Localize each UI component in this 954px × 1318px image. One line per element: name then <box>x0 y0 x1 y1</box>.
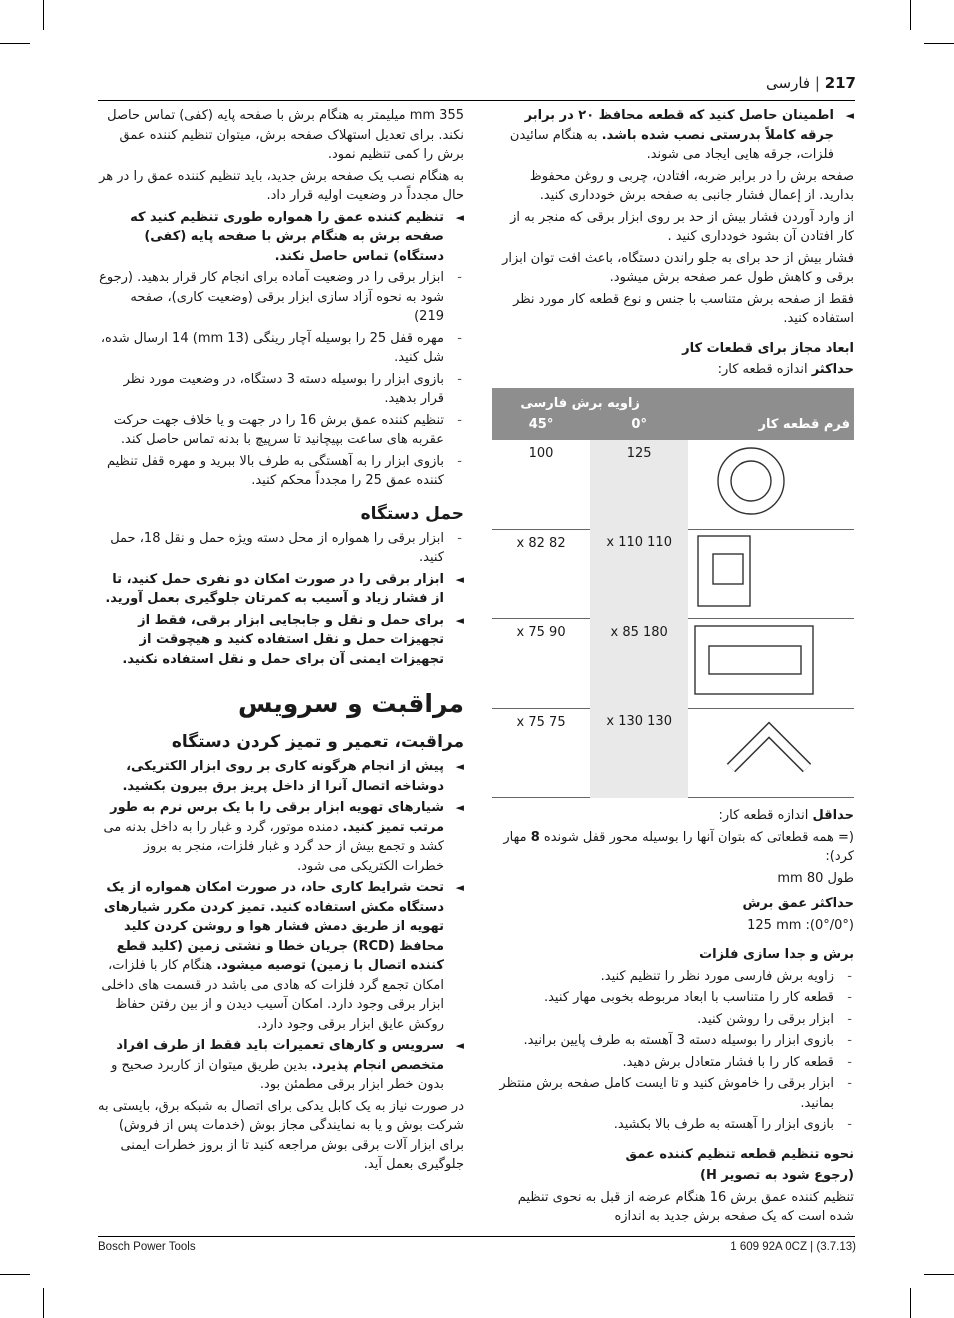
angle-profile-icon <box>693 710 853 790</box>
crop-mark <box>43 0 44 30</box>
table-cell: 125 <box>590 440 688 529</box>
triangle-bullet-icon: ◄ <box>455 572 464 586</box>
triangle-bullet-icon: ◄ <box>845 109 854 122</box>
bullet-item: ◄ برای حمل و نقل و جابجایی ابزار برقی، فقط از تجهیزات حمل و نقل استفاده کنید و هیچوقت از تجهیزات ایمنی آن برای حمل و نقل استفاده نکنید. <box>122 612 464 667</box>
shape-cell <box>688 529 854 619</box>
crop-mark <box>910 1288 911 1318</box>
table-cell: 90 x 75 <box>492 619 590 709</box>
table-row <box>492 529 854 619</box>
right-column <box>491 106 854 1229</box>
bullet-item: ◄ پیش از انجام هرگونه کاری بر روی ابزار الکتریکی، دوشاخه اتصال آنرا از داخل پریز برق بیرون بکشید. <box>122 759 464 794</box>
figure-reference: (رجوع شود به تصویر H) <box>700 1168 854 1183</box>
footer-left: Bosch Power Tools <box>98 1241 196 1253</box>
table-cell: 130 x 130 <box>590 708 688 798</box>
paragraph: صفحه برش را در برابر ضربه، افتادن، چربی و روغن محفوظ بدارید. از إعمال فشار جانبی به صفحه برش خودداری کنید. <box>529 168 854 203</box>
paragraph: تنظیم کننده عمق برش 16 هنگام عرضه از قبل به نحوی تنظیم شده است که یک صفحه برش جدید به اندازه <box>517 1189 854 1224</box>
chapter-title: مراقبت و سرویس <box>238 689 464 718</box>
footer-rule <box>98 1236 855 1237</box>
triangle-bullet-icon: ◄ <box>455 801 464 814</box>
triangle-bullet-icon: ◄ <box>455 1039 464 1052</box>
step-item: - ابزار برقی را روشن کنید. <box>697 1011 852 1027</box>
table-header-shape: فرم قطعه کار <box>758 416 850 432</box>
language-label: فارسی <box>766 74 811 92</box>
step-item: - بازوی ابزار را به آهستگی به طرف بالا ببرید و مهره قفل تنظیم کننده عمق 25 را مجدداً محکم کنید. <box>106 453 462 488</box>
workpiece-table <box>492 388 854 799</box>
paragraph: فقط از صفحه برش متناسب با جنس و نوع قطعه کار مورد نظر استفاده کنید. <box>513 291 854 326</box>
page-header: 217 | فارسی <box>766 74 856 92</box>
page-number: 217 <box>824 74 856 92</box>
left-column <box>98 106 464 1177</box>
step-item: - ابزار برقی را خاموش کنید و تا ایست کامل صفحه برش منتظر بمانید. <box>499 1076 852 1111</box>
bullet-item: ◄ اطمینان حاصل کنید که قطعه محافظ ۲۰ در برابر جرقه کاملاً بدرستی نصب شده باشد. به هنگام سائیدن فلزات، جرقه هایی ایجاد می شوند. <box>509 108 854 162</box>
step-item: - ابزار برقی را همواره از محل دسته ویژه حمل و نقل 18، حمل کنید. <box>110 530 462 565</box>
bullet-item: ◄ ابزار برقی را در صورت امکان دو نفری حمل کنید، تا از فشار زیاد و آسیب به کمرتان جلوگیری بعمل آورید. <box>105 571 464 606</box>
crop-mark <box>910 0 911 30</box>
bullet-item: ◄ سرویس و کارهای تعمیرات باید فقط از طرف افراد متخصص انجام پذیرد. بدین طریق میتوان از کاربرد صحیح و بدون خطر ابزار برقی مطمئن بود. <box>111 1038 464 1092</box>
table-cell: 75 x 75 <box>492 708 590 798</box>
step-item: - تنظیم کننده عمق برش 16 را در جهت و یا خلاف جهت حرکت عقربه های ساعت بپیچانید تا سرپیچ با بدنه تماس حاصل کند. <box>113 412 462 447</box>
table-header-angle: زاویه برش فارسی <box>520 395 640 411</box>
section-heading: حداکثر عمق برش <box>742 896 854 911</box>
crop-mark <box>924 43 954 44</box>
crop-mark <box>43 1288 44 1318</box>
paragraph: (= همه قطعاتی که بتوان آنها را بوسیله محور قفل شونده 8 مهار کرد): <box>503 829 854 864</box>
section-heading: ابعاد مجاز برای قطعات کار <box>682 340 854 356</box>
shape-cell <box>688 440 854 529</box>
step-item: - قطعه کار را متناسب با ابعاد مربوطه بخوبی مهار کنید. <box>543 990 852 1005</box>
depth-value: 125 mm :(0°/0°) <box>747 917 854 933</box>
max-size-line: حداکثر اندازه قطعه کار: <box>717 362 854 377</box>
footer-right: 1 609 92A 0CZ | (3.7.13) <box>730 1241 856 1253</box>
table-row <box>492 440 854 529</box>
section-heading: برش و جدا سازی فلزات <box>699 947 854 962</box>
crop-mark <box>0 43 30 44</box>
table-cell: 110 x 110 <box>590 529 688 619</box>
square-profile-icon <box>693 531 853 611</box>
table-cell: 100 <box>492 440 590 529</box>
bullet-item: ◄ شیارهای تهویه ابزار برقی را با یک برس نرم به طور مرتب تمیز کنید. دمنده موتور، گرد و غبار را به داخل بدنه می کشد و تجمع بیش از حد گرد و غبار فلزات، منجر به بروز خطرات الکتریکی می شود. <box>103 800 464 874</box>
table-header-45deg: 45° <box>528 416 554 432</box>
shape-cell <box>688 708 854 798</box>
round-profile-icon <box>693 441 853 521</box>
triangle-bullet-icon: ◄ <box>455 760 464 773</box>
section-heading: حمل دستگاه <box>360 503 464 524</box>
min-size-line: حداقل اندازه قطعه کار: <box>718 808 854 823</box>
triangle-bullet-icon: ◄ <box>455 613 464 627</box>
step-item: - بازوی ابزار را آهسته به طرف بالا بکشید. <box>613 1117 852 1132</box>
min-length: طول 80 mm <box>777 870 854 886</box>
section-heading: مراقبت، تعمیر و تمیز کردن دستگاه <box>171 732 464 752</box>
step-item: - مهره قفل 25 را بوسیله آچار رینگی (13 mm) 14 ارسال شده، شل کنید. <box>100 330 462 365</box>
table-row <box>492 708 854 798</box>
table-header-0deg: 0° <box>631 416 647 432</box>
step-item: - بازوی ابزار را بوسیله دسته 3 آهسته به طرف پایین برانید. <box>523 1033 852 1048</box>
crop-mark <box>0 1274 30 1275</box>
paragraph: از وارد آوردن فشار بیش از حد بر روی ابزار برقی که منجر به از کار افتادن آن بشود خودداری کنید . <box>510 209 854 244</box>
paragraph: به هنگام نصب یک صفحه برش جدید، باید تنظیم کننده عمق را در هر حال مجدداً در وضعیت اولیه قرار داد. <box>99 168 464 203</box>
paragraph: در صورت نیاز به یک کابل یدکی برای اتصال به شبکه برق، بایستی به شرکت بوش و یا به نمایندگی مجاز بوش (خدمات پس از فروش) برای ابزار آلات برقی بوش مراجعه کنید تا از بروز خطرات ایمنی جلوگیری بعمل آید. <box>97 1098 464 1172</box>
table-cell: 82 x 82 <box>492 529 590 619</box>
step-item: - بازوی ابزار را بوسیله دسته 3 دستگاه، در وضعیت مورد نظر قرار بدهید. <box>123 371 462 406</box>
triangle-bullet-icon: ◄ <box>455 210 464 224</box>
table-cell: 180 x 85 <box>590 619 688 709</box>
crop-mark <box>924 1274 954 1275</box>
step-item: - ابزار برقی را در وضعیت آماده برای انجام کار قرار بدهید. (رجوع شود به نحوه آزاد سازی ابزار برقی (وضعیت کاری)، صفحه 219) <box>99 270 462 324</box>
step-item: - زاویه برش فارسی مورد نظر را تنظیم کنید. <box>600 968 852 984</box>
bullet-item: ◄ تحت شرایط کاری حاد، در صورت امکان همواره از یک دستگاه مکش استفاده کنید. تمیز کردن مکرر شیارهای تهویه از طریق دمش فشار هوا و روشن کردن کلید محافظ (RCD) جریان خطا و نشتی زمین (کلید قطع کننده اتصال با زمین) توصیه میشود. هنگام کار با فلزات، امکان تجمع گرد فلزات که هادی می باشد در قسمت های داخلی ابزار برقی وجود دارد. امکان آسیب دیدن و از بین رفتن حفاظ روکش عایق ابزار برقی وجود دارد. <box>101 880 464 1032</box>
header-rule <box>98 100 855 101</box>
step-item: - قطعه کار را با فشار متعادل برش دهید. <box>622 1054 852 1070</box>
bullet-item: ◄ تنظیم کننده عمق را همواره طوری تنظیم کنید که صفحه برش به هنگام برش با صفحه پایه (کفی) دستگاه) تماس حاصل نکند. <box>130 209 464 264</box>
shape-cell <box>688 619 854 709</box>
rect-profile-icon <box>693 620 853 700</box>
paragraph: فشار بیش از حد برای به جلو راندن دستگاه، باعث افت توان ابزار برقی و کاهش طول عمر صفحه برش میشود. <box>502 250 854 285</box>
paragraph: 355 mm میلیمتر به هنگام برش با صفحه پایه (کفی) تماس حاصل نکند. برای تعدیل استهلاک صفحه برش، میتوان تنظیم کننده عمق برش را کمی تنظیم نمود. <box>107 108 464 162</box>
table-row <box>492 619 854 709</box>
section-heading: نحوه تنظیم قطعه تنظیم کننده عمق <box>625 1146 854 1162</box>
triangle-bullet-icon: ◄ <box>455 881 464 894</box>
